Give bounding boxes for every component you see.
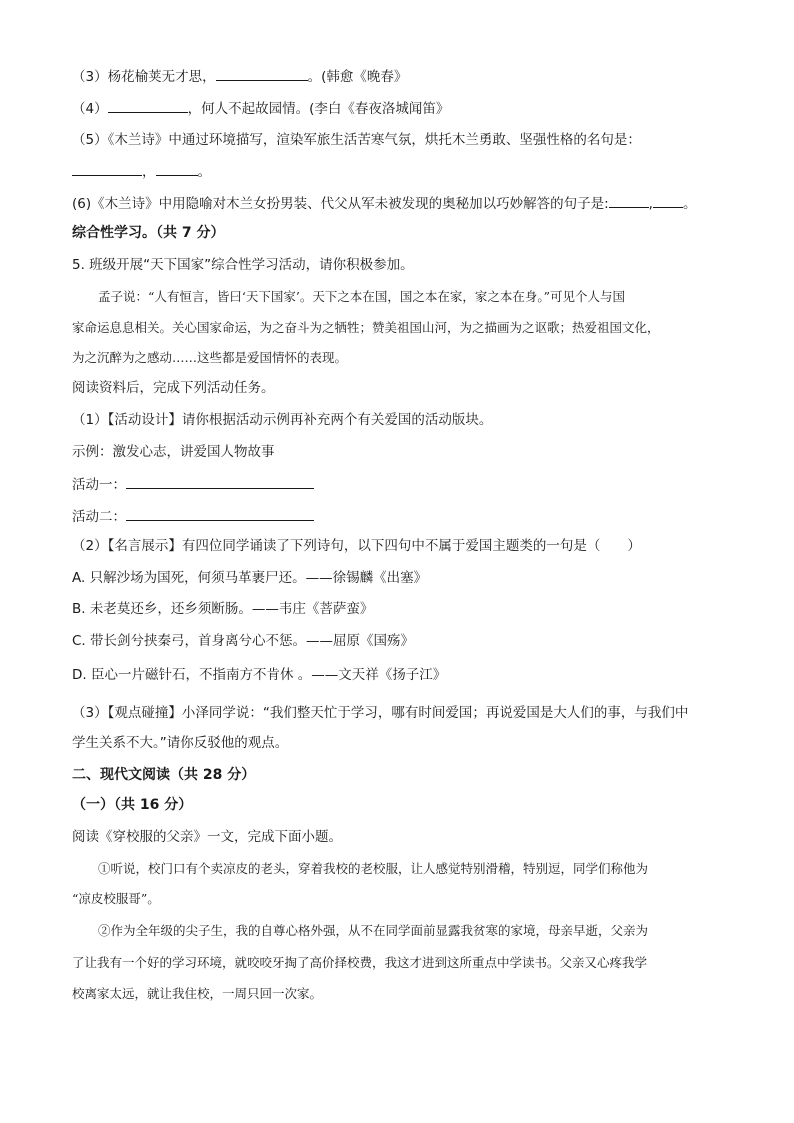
question-5-intro: 5. 班级开展“天下国家”综合性学习活动，请你积极参加。 <box>72 257 414 273</box>
question-5-prompt: （5）《木兰诗》中通过环境描写，渲染军旅生活苦寒气氛，烘托木兰勇敢、坚强性格的名句是： <box>72 132 641 148</box>
question-3-source: 。(韩愈《晚春》 <box>307 69 408 85</box>
period: 。 <box>197 164 211 180</box>
question-3 <box>72 66 734 87</box>
section-heading-modern-reading: 二、现代文阅读（共 28 分） <box>72 767 256 783</box>
mencius-quote-line-1: 孟子说：“人有恒言，皆曰‘天下国家’。天下之本在国，国之本在家，家之本在身。”可见个人与国 <box>98 289 625 304</box>
answer-blank[interactable] <box>216 66 308 81</box>
comma: ， <box>142 164 156 180</box>
question-5-blanks <box>72 161 734 182</box>
paragraph-2-line-3: 校离家太远，就让我住校，一周只回一次家。 <box>72 986 323 1001</box>
option-b[interactable]: B. 未老莫还乡，还乡须断肠。——韦庄《菩萨蛮》 <box>72 601 374 617</box>
activity-1-label: 活动一： <box>72 477 126 493</box>
example-line: 示例：激发心志，讲爱国人物故事 <box>72 444 275 460</box>
activity-2 <box>72 506 734 527</box>
mencius-quote-line-3: 为之沉醉为之感动……这些都是爱国情怀的表现。 <box>72 350 348 365</box>
answer-blank[interactable] <box>126 474 314 489</box>
paragraph-2-line-2: 了让我有一个好的学习环境，就咬咬牙掏了高价择校费，我这才进到这所重点中学读书。父亲又心疼我学 <box>72 955 648 970</box>
sub-question-3-line-2: 学生关系不大。”请你反驳他的观点。 <box>72 735 289 751</box>
answer-blank[interactable] <box>653 193 683 208</box>
answer-blank[interactable] <box>108 98 188 113</box>
question-4-text: ，何人不起故园情。(李白《春夜洛城闻笛》 <box>187 101 450 117</box>
paragraph-1-line-1: ①听说，校门口有个卖凉皮的老头，穿着我校的老校服，让人感觉特别滑稽，特别逗，同学们称他为 <box>98 861 649 876</box>
option-d[interactable]: D. 臣心一片磁针石，不指南方不肯休 。——文天祥《扬子江》 <box>72 667 447 683</box>
answer-blank[interactable] <box>126 506 314 521</box>
question-6-text: (6)《木兰诗》中用隐喻对木兰女扮男装、代父从军未被发现的奥秘加以巧妙解答的句子是: <box>72 196 609 212</box>
part-heading-1: （一）（共 16 分） <box>72 797 193 813</box>
paragraph-1-line-2: “凉皮校服哥”。 <box>72 891 160 906</box>
answer-blank[interactable] <box>156 161 198 176</box>
question-4-number: （4） <box>72 101 108 117</box>
activity-1 <box>72 474 734 495</box>
comma: , <box>648 196 653 212</box>
paragraph-2-line-1: ②作为全年级的尖子生，我的自尊心格外强，从不在同学面前显露我贫寒的家境，母亲早逝，父亲为 <box>98 923 649 938</box>
activity-2-label: 活动二： <box>72 509 126 525</box>
section-heading-comprehensive: 综合性学习。（共 7 分） <box>72 225 225 241</box>
sub-question-1: （1）【活动设计】请你根据活动示例再补充两个有关爱国的活动版块。 <box>72 412 493 428</box>
sub-question-3-line-1: （3）【观点碰撞】小泽同学说：“我们整天忙于学习，哪有时间爱国；再说爱国是大人们的事，与我们中 <box>72 705 689 721</box>
article-instruction: 阅读《穿校服的父亲》一文，完成下面小题。 <box>72 829 342 845</box>
period: 。 <box>682 196 697 212</box>
answer-blank[interactable] <box>72 161 142 176</box>
answer-blank[interactable] <box>609 193 649 208</box>
option-a[interactable]: A. 只解沙场为国死，何须马革裹尸还。——徐锡麟《出塞》 <box>72 570 428 586</box>
reading-task: 阅读资料后，完成下列活动任务。 <box>72 380 275 396</box>
question-6 <box>72 193 734 214</box>
sub-question-2: （2）【名言展示】有四位同学诵读了下列诗句，以下四句中不属于爱国主题类的一句是（ ） <box>72 538 641 554</box>
question-4 <box>72 98 734 119</box>
mencius-quote-line-2: 家命运息息相关。关心国家命运，为之奋斗为之牺牲；赞美祖国山河，为之描画为之讴歌；热爱祖国文化， <box>72 320 660 335</box>
option-c[interactable]: C. 带长剑兮挟秦弓，首身离兮心不惩。——屈原《国殇》 <box>72 633 415 649</box>
question-3-text: （3）杨花榆荚无才思， <box>72 69 216 85</box>
